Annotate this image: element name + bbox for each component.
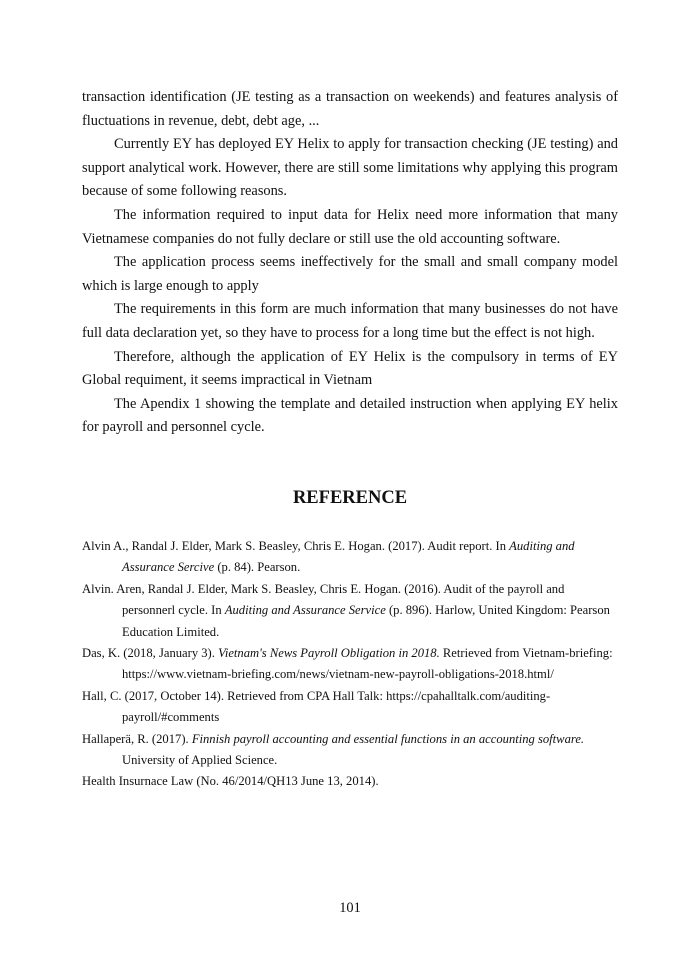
reference-item: Health Insurnace Law (No. 46/2014/QH13 June 13, 2014). [82, 774, 379, 789]
paragraph: The Apendix 1 showing the template and detailed instruction when applying EY helix for payroll and personnel cycle. [82, 395, 618, 436]
paragraph: The information required to input data for Helix need more information that many Vietnamese companies do not fully declare or still use the old accounting software. [82, 206, 618, 247]
paragraph: The requirements in this form are much information that many businesses do not have full data declaration yet, so they have to process for a long time but the effect is not high. [82, 301, 618, 341]
reference-item: Das, K. (2018, January 3). Vietnam's News Payroll Obligation in 2018. Retrieved from Vietnam-briefing: https://www.vietnam-briefing.com/news/vietnam-new-payroll-obligations-2018.html/ [82, 646, 613, 682]
paragraph: The application process seems ineffectively for the small and small company model which is large enough to apply [82, 254, 618, 294]
paragraph: transaction identification (JE testing as a transaction on weekends) and features analysis of fluctuations in revenue, debt, debt age, ... [82, 89, 618, 129]
body-text [82, 86, 618, 440]
page-number: 101 [339, 900, 361, 916]
reference-item: Hall, C. (2017, October 14). Retrieved from CPA Hall Talk: https://cpahalltalk.com/auditing-payroll/#comments [82, 688, 551, 725]
reference-item: Alvin A., Randal J. Elder, Mark S. Beasley, Chris E. Hogan. (2017). Audit report. In Auditing and Assurance Sercive (p. 84). Pearson. [82, 539, 575, 575]
reference-item: Alvin. Aren, Randal J. Elder, Mark S. Beasley, Chris E. Hogan. (2016). Audit of the payroll and personnerl cycle. In Auditing and Assurance Service (p. 896). Harlow, United Kingdom: Pearson Education Limited. [82, 581, 610, 639]
reference-list [82, 536, 618, 793]
paragraph: Therefore, although the application of EY Helix is the compulsory in terms of EY Global requiment, it seems impractical in Vietnam [82, 348, 618, 389]
reference-item: Hallaperä, R. (2017). Finnish payroll accounting and essential functions in an accounting software. University of Applied Science. [82, 731, 585, 768]
paragraph: Currently EY has deployed EY Helix to apply for transaction checking (JE testing) and support analytical work. However, there are still some limitations why applying this program because of some following reasons. [82, 136, 618, 200]
reference-heading: REFERENCE [292, 488, 408, 508]
